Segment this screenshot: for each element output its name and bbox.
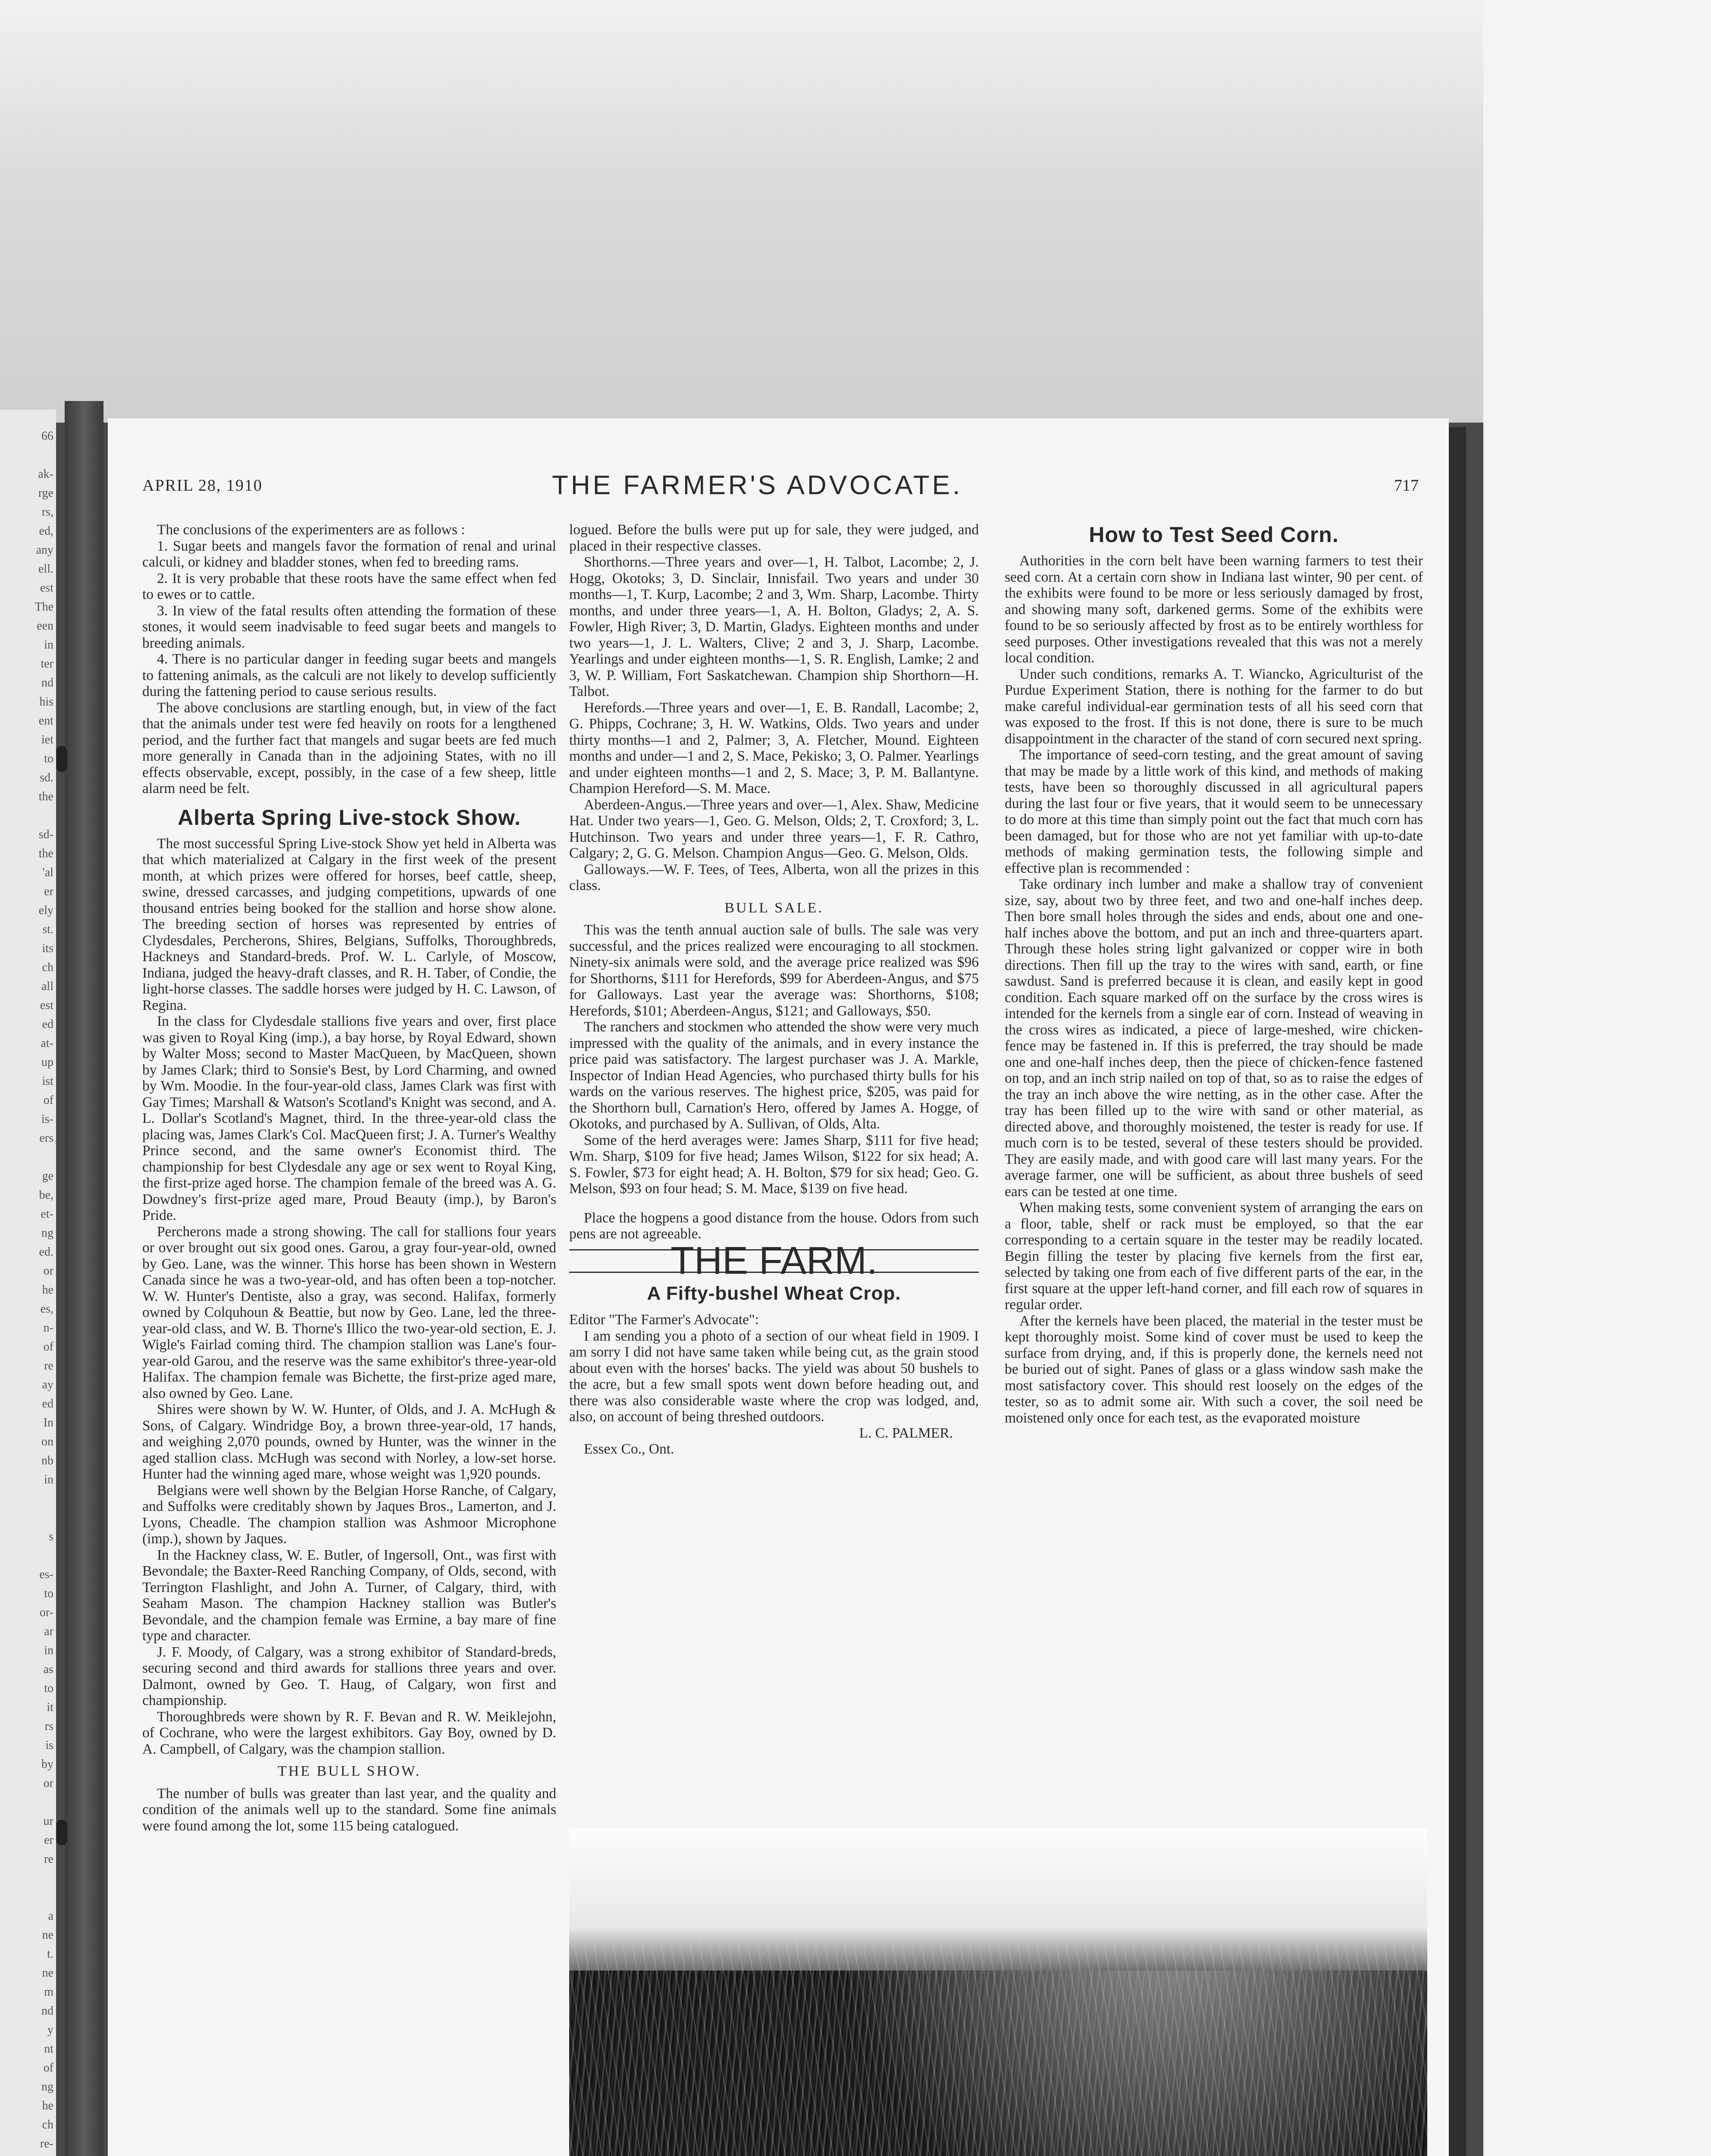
paragraph: In the Hackney class, W. E. Butler, of Ingersoll, Ont., was first with Bevondale; the Baxter-Reed Ranching Company, of Olds, second, with Terrington Flashlight, and John A. Turner, of Calgary, third, with Seaham Mason. The champion Hackney stallion was Butler's Bevondale, and the champion female was Ermine, a bay mare of fine type and character. [142,1547,556,1644]
page-number: 717 [1394,476,1419,495]
wheat-field-photo [569,1828,1427,2156]
paragraph: The conclusions of the experimenters are as follows : [157,522,465,538]
paragraph: Herefords.—Three years and over—1, E. B. Randall, Lacombe; 2, G. Phipps, Cochrane; 3, H. W. Watkins, Olds. Two years and under thirty months—1 and 2, Palmer; 3, A. Fletcher, Mound. Eighteen months and under—1 and 2, S. Mace, Pekisko; 3, O. Palmer. Yearlings and under eighteen months—1 and 2, S. Mace; 3, P. M. Ballantyne. Champion Hereford—S. M. Mace. [569,699,979,796]
paragraph: The ranchers and stockmen who attended the show were very much impressed with the quality of the animals, and in every instance the price paid was satisfactory. The largest purchaser was J. A. Markle, Inspector of Indian Head Agencies, who purchased thirty bulls for his wards on the various reserves. The highest price, $205, was paid for the Shorthorn bull, Carnation's Hero, offered by James A. Hogge, of Okotoks, and purchased by A. Sullivan, of Olds, Alta. [569,1019,979,1132]
paragraph: J. F. Moody, of Calgary, was a strong exhibitor of Standard-breds, securing second and third awards for stallions three years and over. Dalmont, owned by Geo. T. Haug, of Calgary, won first and championship. [142,1644,556,1708]
paragraph: Under such conditions, remarks A. T. Wiancko, Agriculturist of the Purdue Experiment Station, there is nothing for the farmer to do but make careful individual-ear germination tests of all his seed corn that was exposed to the frost. If this is not done, there is sure to be much disappointment in the character of the stand of corn secured next spring. [1005,666,1423,747]
signature: L. C. PALMER. [859,1425,953,1441]
page-header [142,470,1419,505]
paragraph: Take ordinary inch lumber and make a shallow tray of convenient size, say, about two by three feet, and two and one-half inches deep. Then bore small holes through the sides and ends, about one and one-half inches above the bottom, and put an inch and three-quarters apart. Through these holes string light galvanized or copper wire in both directions. Then fill up the tray to the wires with sand, earth, or fine sawdust. Sand is preferred because it is clean, and easily kept in good condition. Each square marked off on the surface by the cross wires is intended for the kernels from a single ear of corn. Instead of weaving in the cross wires as indicated, a piece of large-meshed, wire chicken-fence may be fastened in. If this is preferred, the tray should be made one and one-half inches deep, then the piece of chicken-fence fastened on top, and an inch strip nailed on top of that, so as to raise the edges of the tray an inch above the wire netting, as in the other case. After the tray has been filled up to the wire with sand or other material, as directed above, and thoroughly moistened, the tester is ready for use. If much corn is to be tested, several of these testers should be provided. They are easily made, and with good care will last many years. For the average farmer, one will be sufficient, as about three bushels of seed ears can be tested at one time. [1005,876,1423,1200]
paragraph: In the class for Clydesdale stallions five years and over, first place was given to Royal King (imp.), a bay horse, by Royal Edward, shown by Walter Moss; second to Master MacQueen, by MacQueen, shown by James Clark; third to Sonsie's Best, by Lord Charming, and owned by Wm. Moodie. In the four-year-old class, James Clark was first with Gay Times; Marshall & Watson's Scotland's Knight was second, and A. L. Dollar's Scotland's Magnet, third. In the three-year-old class the placing was, James Clark's Col. MacQueen first; J. A. Turner's Wealthy Prince second, and the same owner's Economist third. The championship for best Clydesdale any age or sex went to Royal King, the first-prize aged horse. The champion female of the breed was A. G. Dowdney's first-prize aged mare, Proud Beauty (imp.), by Baron's Pride. [142,1013,556,1223]
location: Essex Co., Ont. [584,1441,674,1457]
paragraph: The most successful Spring Live-stock Show yet held in Alberta was that which materialized at Calgary in the first week of the present month, at which prizes were offered for horses, beef cattle, sheep, swine, dressed carcasses, and judging competitions, upwards of one thousand entries being booked for the stallion and horse show alone. The breeding section of horses was represented by entries of Clydesdales, Percherons, Shires, Belgians, Suffolks, Thoroughbreds, Hackneys and Standard-breds. Prof. W. L. Carlyle, of Moscow, Indiana, judged the heavy-draft classes, and R. H. Taber, of Condie, the light-horse classes. The saddle horses were judged by H. C. Lawson, of Regina. [142,835,556,1013]
article-heading: Alberta Spring Live-stock Show. [178,805,521,830]
paragraph: 2. It is very probable that these roots have the same effect when fed to ewes or to cattle. [142,570,556,602]
subheading: THE BULL SHOW. [277,1763,421,1779]
paragraph: 1. Sugar beets and mangels favor the formation of renal and urinal calculi, or kidney and bladder stones, when fed to breeding rams. [142,538,556,570]
paragraph: Belgians were well shown by the Belgian Horse Ranche, of Calgary, and Suffolks were creditably shown by Jaques Bros., Lamerton, and J. Lyons, Cheadle. The champion stallion was Ashmoor Microphone (imp.), shown by Jaques. [142,1482,556,1547]
paragraph: 3. In view of the fatal results often attending the formation of these stones, it would seem inadvisable to feed sugar beets and mangels to breeding animals. [142,602,556,651]
paragraph: Some of the herd averages were: James Sharp, $111 for five head; Wm. Sharp, $109 for five head; James Wilson, $122 for six head; A. S. Fowler, $73 for eight head; A. H. Bolton, $79 for six head; Geo. G. Melson, $93 on four head; S. M. Mace, $139 on five head. [569,1132,979,1197]
binding-hole [56,746,67,772]
section-banner: THE FARM. [569,1249,979,1273]
paragraph: The number of bulls was greater than last year, and the quality and condition of the animals well up to the standard. Some fine animals were found among the lot, some 115 being catalogued. [142,1785,556,1834]
paragraph: Percherons made a strong showing. The call for stallions four years or over brought out six good ones. Garou, a gray four-year-old, owned by Geo. Lane, was the winner. This horse has been shown in Western Canada since he was a two-year-old, and has often been a top-notcher. W. W. Hunter's Dentiste, also a gray, was second. Halifax, formerly owned by Colquhoun & Beattie, but now by Geo. Lane, led the three-year-old class, and W. B. Thorne's Illico the two-year-old section, E. J. Wigle's Fairlad coming third. The champion stallion was Lane's four-year-old Garou, and the reserve was the same exhibitor's three-year-old Halifax. The champion female was Bichette, the first-prize aged mare, also owned by Geo. Lane. [142,1223,556,1401]
paragraph: Authorities in the corn belt have been warning farmers to test their seed corn. At a certain corn show in Indiana last winter, 90 per cent. of the exhibits were found to be more or less seriously damaged by frost, and showing many soft, darkened germs. Some of the exhibits were found to be so seriously affected by frost as to be entirely worthless for seed purposes. Other investigations revealed that this was not a merely local condition. [1005,553,1423,666]
photo-wheat-stalks [569,1940,1427,2156]
binding-hole [56,1820,67,1846]
paragraph: The above conclusions are startling enough, but, in view of the fact that the animals under test were fed heavily on roots for a lengthened period, and the further fact that mangels and sugar beets are fed much more generally in Canada than in the adjoining States, with no ill effects observable, except, possibly, in the case of a few sheep, little alarm need be felt. [142,699,556,796]
facing-page-fragment [0,410,56,2156]
paragraph: logued. Before the bulls were put up for sale, they were judged, and placed in their respective classes. [569,522,979,554]
paragraph: 4. There is no particular danger in feeding sugar beets and mangels to fattening animals, as the calculi are not likely to develop sufficiently during the fattening period to cause serious results. [142,651,556,699]
paragraph: Shorthorns.—Three years and over—1, H. Talbot, Lacombe; 2, J. Hogg, Okotoks; 3, D. Sinclair, Innisfail. Two years and under 30 months—1, T. Kurp, Lacombe; 2 and 3, Wm. Sharp, Lacombe. Thirty months, and under three years—1, A. H. Bolton, Gladys; 2, A. S. Fowler, High River; 3, D. Martin, Gladys. Eighteen months and under two years—1, J. L. Walters, Clive; 2 and 3, J. Sharp, Lacombe. Yearlings and under eighteen months—1, S. R. English, Lamke; 2 and 3, W. P. William, Fort Saskatchewan. Champion ship Shorthorn—H. Talbot. [569,554,979,699]
letter-salutation: Editor "The Farmer's Advocate": [569,1312,759,1328]
book-spine [65,401,103,2156]
note: Place the hogpens a good distance from the house. Odors from such pens are not agreeable. [569,1210,979,1242]
column-2 [569,522,979,1457]
paragraph: When making tests, some convenient system of arranging the ears on a floor, table, shelf or rack must be employed, so that the ear corresponding to a certain square in the tester may be readily located. Begin filling the tester by placing five kernels from the first ear, selected by taking one from each of five different parts of the ear, in the first square at the upper left-hand corner, and fill each row of squares in regular order. [1005,1200,1423,1313]
paragraph: The importance of seed-corn testing, and the great amount of saving that may be made by a little work of this kind, and methods of making tests, have been so thoroughly discussed in all agricultural papers during the last four or five years, that it would seem to be unnecessary to do more at this time than simply point out the fact that much corn has been damaged, but for those who are not yet familiar with up-to-date methods of making germination tests, the following simple and effective plan is recommended : [1005,747,1423,876]
paragraph: Shires were shown by W. W. Hunter, of Olds, and J. A. McHugh & Sons, of Calgary. Windridge Boy, a brown three-year-old, 17 hands, and weighing 2,070 pounds, owned by Hunter, was the winner in the aged stallion class. McHugh was second with Norley, a low-set horse. Hunter had the winning aged mare, whose weight was 1,920 pounds. [142,1401,556,1482]
paragraph: Thoroughbreds were shown by R. F. Bevan and R. W. Meiklejohn, of Cochrane, who were the largest exhibitors. Gay Boy, owned by D. A. Campbell, of Calgary, was the champion stallion. [142,1708,556,1757]
article-heading: A Fifty-bushel Wheat Crop. [647,1283,901,1304]
paragraph: This was the tenth annual auction sale of bulls. The sale was very successful, and the prices realized were encouraging to all stockmen. Ninety-six animals were sold, and the average price realized was $96 for Shorthorns, $111 for Herefords, $99 for Aberdeen-Angus, and $75 for Galloways. Last year the average was: Shorthorns, $108; Herefords, $101; Aberdeen-Angus, $121; and Galloways, $50. [569,922,979,1019]
paragraph: After the kernels have been placed, the material in the tester must be kept thoroughly moist. Some kind of cover must be used to keep the surface from drying, and, if this is properly done, the kernels need not be buried out of sight. Panes of glass or a glass window sash make the most satisfactory cover. This should rest loosely on the edges of the tester, so as to admit some air. With such a cover, the soil need be moistened only once for each test, as the evaporated moisture [1005,1313,1423,1426]
page-edge-shadow [1449,427,1466,2156]
scan-background-right [1483,0,1711,2156]
column-1 [142,522,556,1834]
facing-page-text: 66 ak- rge rs, ed, any ell. est The een in ter nd his ent iet to sd. the sd- the 'al er ely st. its ch all est ed at- up ist of is- ers ge be, et- ng ed. or he es, n- of re ay ed In on nb in s es- to or- ar in as to it rs is by or ur er re a ne t. ne m nd y nt of ng he ch re- [34,429,53,2150]
paragraph: I am sending you a photo of a section of our wheat field in 1909. I am sorry I did not have same taken while being cut, as the grain stood about even with the horses' backs. The yield was about 50 bushels to the acre, but a few small spots went down before heading out, and there was also considerable waste where the crop was lodged, and, also, on account of being threshed outdoors. [569,1328,979,1425]
scan-background-top [0,0,1711,423]
article-heading: How to Test Seed Corn. [1089,523,1339,547]
issue-date: APRIL 28, 1910 [142,476,263,495]
subheading: BULL SALE. [724,899,824,916]
newspaper-page [108,418,1449,2156]
masthead-title: THE FARMER'S ADVOCATE. [552,470,963,500]
column-3 [1005,522,1423,1426]
paragraph: Aberdeen-Angus.—Three years and over—1, Alex. Shaw, Medicine Hat. Under two years—1, Geo. G. Melson, Olds; 2, T. Croxford; 3, L. Hutchinson. Two years and under three years—1, F. R. Cathro, Calgary; 2, G. G. Melson. Champion Angus—Geo. G. Melson, Olds. [569,796,979,861]
paragraph: Galloways.—W. F. Tees, of Tees, Alberta, won all the prizes in this class. [569,861,979,893]
